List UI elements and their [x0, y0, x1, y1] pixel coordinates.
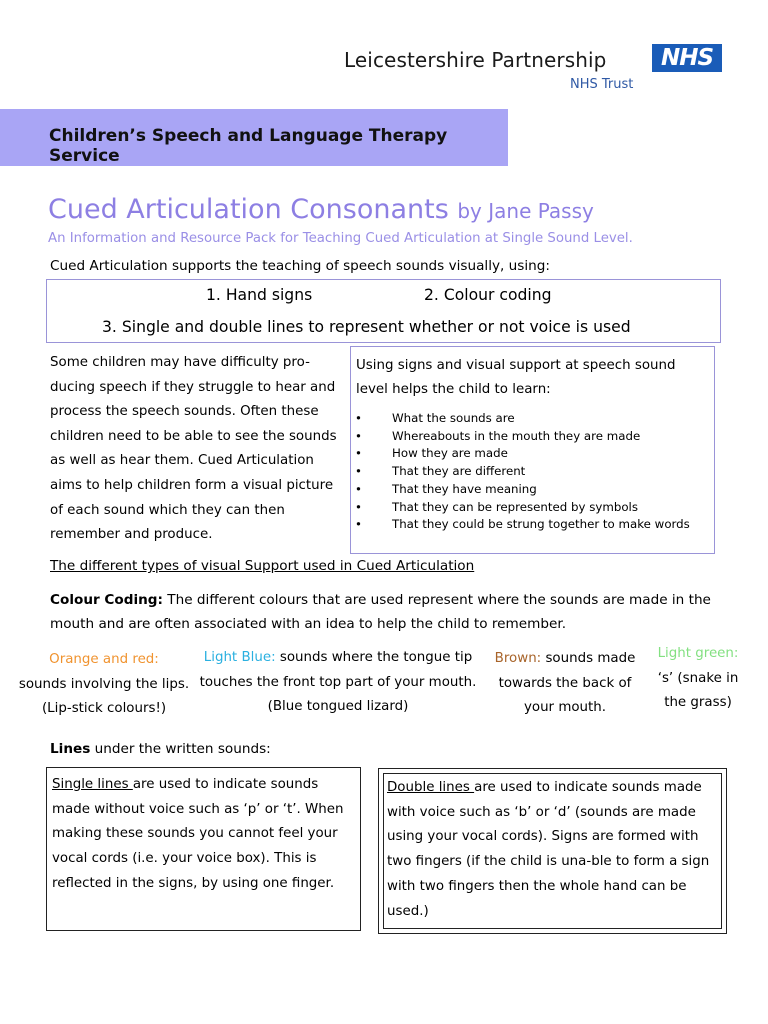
nhs-logo: NHS: [652, 44, 722, 72]
lines-label: Lines: [50, 741, 91, 757]
method-colour-coding: 2. Colour coding: [424, 286, 552, 304]
colour-light-blue: [198, 646, 478, 720]
double-lines-desc: are used to indicate sounds made with voice such as ‘b’ or ‘d’ (sounds are made using your vocal cords). Signs are formed with two fingers (if the child is una-ble to form a sign with two fingers then the whole hand can be used.): [387, 780, 710, 919]
list-item: • Whereabouts in the mouth they are made: [354, 428, 690, 446]
colour-orange-red: [6, 648, 202, 722]
service-title: Children’s Speech and Language Therapy Service: [49, 126, 448, 166]
colour-label: Light green:: [657, 646, 739, 661]
single-lines-desc: are used to indicate sounds made without voice such as ‘p’ or ‘t’. When making these sounds you cannot feel your vocal cords (i.e. your voice box). This is reflected in the signs, by using one finger.: [52, 777, 344, 891]
single-lines-title: Single lines: [52, 777, 133, 792]
list-item: • That they are different: [354, 463, 690, 481]
lines-heading: [50, 741, 271, 757]
list-item: • What the sounds are: [354, 410, 690, 428]
colour-desc: sounds involving the lips. (Lip-stick colours!): [18, 676, 190, 716]
single-lines-text: [52, 773, 358, 897]
page-subtitle: An Information and Resource Pack for Teaching Cued Articulation at Single Sound Level.: [48, 231, 633, 246]
colour-desc: ‘s’ (snake in the grass): [657, 670, 739, 710]
colour-coding-label: Colour Coding:: [50, 592, 163, 608]
colour-label: Brown:: [494, 651, 542, 666]
double-lines-title: Double lines: [387, 780, 475, 795]
method-hand-signs: 1. Hand signs: [206, 286, 313, 304]
intro-paragraph: Some children may have difficulty pro-ducing speech if they struggle to hear and process the speech sounds. Often these children need to be able to see the sounds as well as hear them. Cued Articulation aims to help children form a visual picture of each sound which they can then remember and produce.: [50, 355, 337, 543]
colour-coding-text: [50, 589, 720, 636]
learn-heading: Using signs and visual support at speech sound level helps the child to learn:: [356, 358, 676, 397]
trust-name: NHS Trust: [570, 77, 634, 92]
list-item: • How they are made: [354, 445, 690, 463]
colour-desc: sounds where the tongue tip touches the front top part of your mouth. (Blue tongued lizard): [199, 650, 477, 714]
service-band: [0, 109, 508, 166]
colour-desc: sounds made towards the back of your mouth.: [498, 651, 636, 715]
method-lines: 3. Single and double lines to represent whether or not voice is used: [102, 318, 631, 336]
title-main: Cued Articulation Consonants: [48, 194, 449, 225]
org-name: Leicestershire Partnership: [344, 48, 607, 72]
learn-list: [354, 410, 690, 534]
colour-light-green: [646, 642, 750, 716]
list-item: • That they have meaning: [354, 481, 690, 499]
types-heading: The different types of visual Support used in Cued Articulation: [50, 558, 475, 574]
title-author: by Jane Passy: [457, 199, 594, 223]
list-item: • That they could be strung together to make words: [354, 516, 690, 534]
lines-desc: under the written sounds:: [90, 741, 271, 757]
page-title: [48, 194, 594, 225]
colour-coding-desc: The different colours that are used represent where the sounds are made in the mouth and are often associated with an idea to help the child to remember.: [50, 592, 711, 632]
colour-brown: [484, 647, 646, 721]
colour-label: Light Blue:: [203, 650, 276, 665]
colour-label: Orange and red:: [49, 652, 159, 667]
double-lines-text: [387, 776, 719, 924]
list-item: • That they can be represented by symbols: [354, 499, 690, 517]
intro-text: Cued Articulation supports the teaching of speech sounds visually, using:: [50, 258, 550, 274]
